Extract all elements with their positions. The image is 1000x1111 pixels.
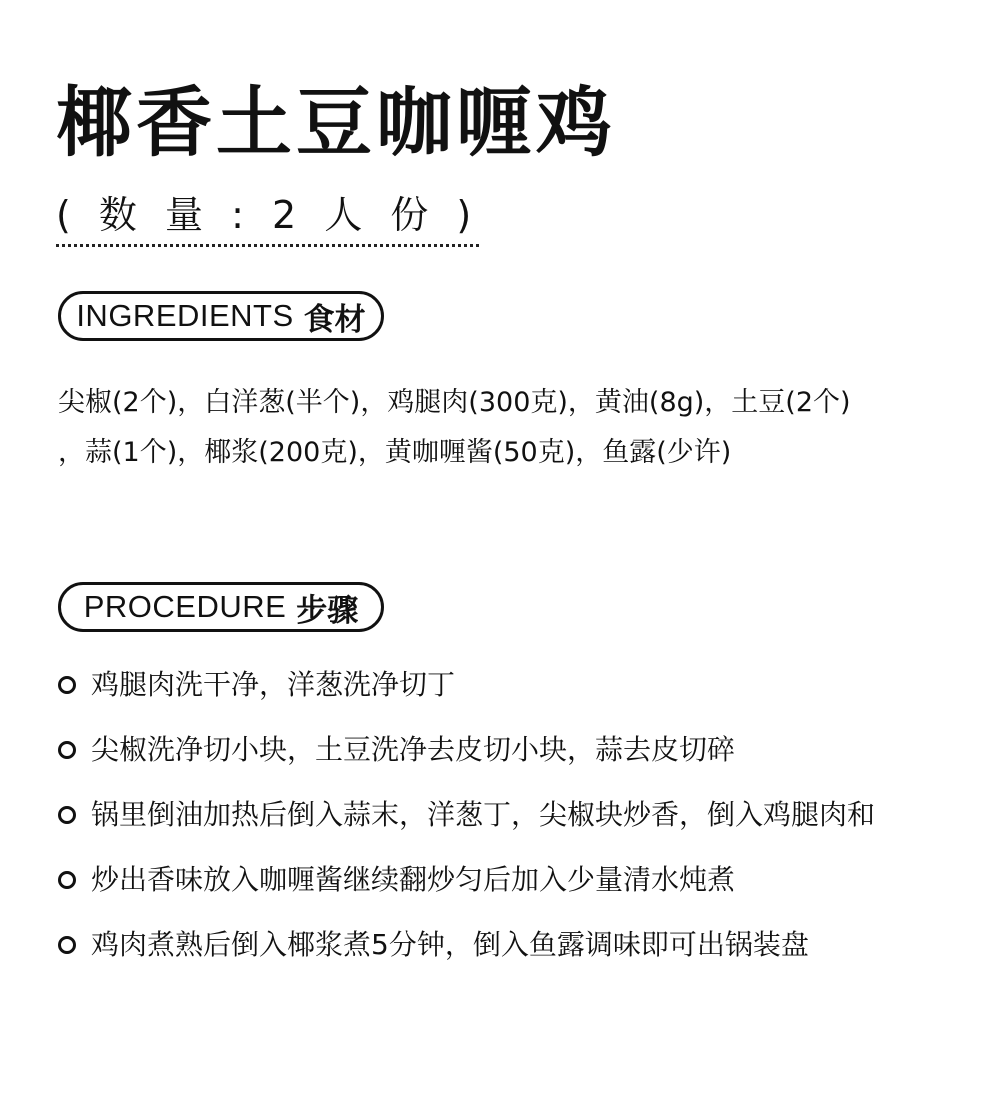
bullet-circle-icon [58, 806, 76, 824]
ingredients-heading-cn: 食材 [303, 301, 366, 338]
procedure-steps [58, 662, 875, 987]
procedure-step-text: 鸡腿肉洗干净，洋葱洗净切丁 [91, 668, 456, 701]
procedure-step-text: 鸡肉煮熟后倒入椰浆煮5分钟，倒入鱼露调味即可出锅装盘 [91, 928, 809, 961]
procedure-step-text: 炒出香味放入咖喱酱继续翻炒匀后加入少量清水炖煮 [91, 863, 736, 896]
recipe-title: 椰香土豆咖喱鸡 [56, 78, 616, 167]
procedure-step-text: 尖椒洗净切小块，土豆洗净去皮切小块，蒜去皮切碎 [91, 733, 736, 766]
ingredients-line: ，蒜(1个)，椰浆(200克)，黄咖喱酱(50克)，鱼露(少许) [58, 437, 732, 468]
procedure-heading-en: PROCEDURE [83, 589, 287, 624]
ingredients-line: 尖椒(2个)，白洋葱(半个)，鸡腿肉(300克)，黄油(8g)，土豆(2个) [58, 387, 851, 418]
procedure-heading [58, 582, 384, 632]
procedure-step [58, 727, 875, 792]
servings-note: ( 数 量 : 2 人 份 ) [56, 190, 479, 247]
bullet-circle-icon [58, 741, 76, 759]
bullet-circle-icon [58, 936, 76, 954]
bullet-circle-icon [58, 676, 76, 694]
ingredients-heading-en: INGREDIENTS [76, 298, 294, 333]
procedure-step [58, 662, 875, 727]
procedure-step [58, 792, 875, 857]
procedure-step [58, 857, 875, 922]
ingredients-heading [58, 291, 384, 341]
bullet-circle-icon [58, 871, 76, 889]
procedure-step [58, 922, 875, 987]
procedure-heading-cn: 步骤 [296, 592, 359, 629]
ingredients-list [58, 378, 958, 478]
procedure-step-text: 锅里倒油加热后倒入蒜末，洋葱丁，尖椒块炒香，倒入鸡腿肉和 [91, 798, 876, 831]
